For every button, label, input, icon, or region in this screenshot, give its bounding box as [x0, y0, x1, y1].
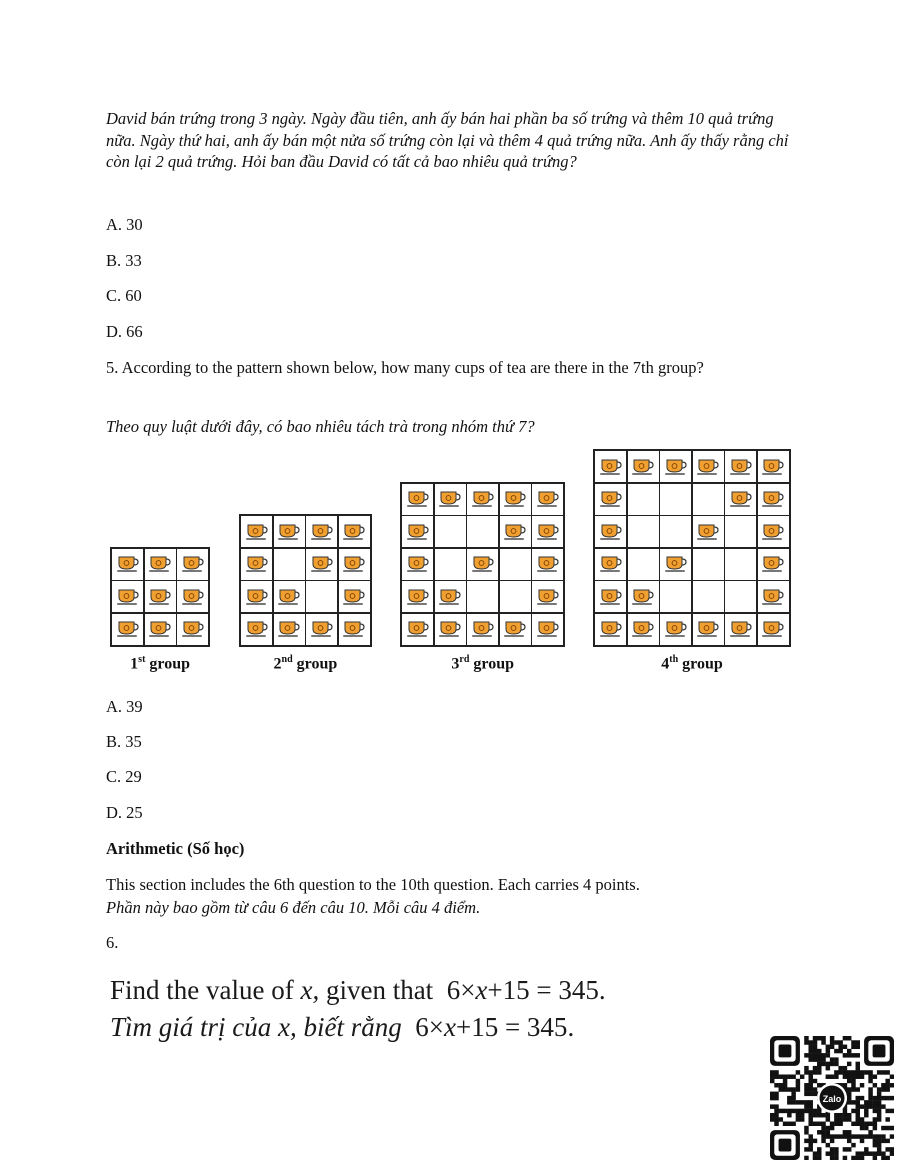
grid-cell: [145, 549, 176, 580]
teacup-icon: [664, 555, 688, 573]
grid-cell: [725, 581, 756, 612]
section-description: This section includes the 6th question to the 10th question. Each carries 4 points.: [106, 875, 640, 894]
group-2-grid: [239, 514, 372, 647]
grid-cell: [112, 581, 143, 612]
q5-option-b: B. 35: [106, 732, 142, 751]
teacup-icon: [310, 523, 334, 541]
grid-cell: [339, 614, 370, 645]
grid-cell: [500, 484, 531, 515]
teacup-icon: [181, 620, 205, 638]
teacup-icon: [342, 555, 366, 573]
teacup-icon: [631, 620, 655, 638]
grid-cell: [435, 614, 466, 645]
q4-option-d: D. 66: [106, 322, 143, 341]
q5-english-text: 5. According to the pattern shown below, how many cups of tea are there in the 7th group?: [106, 358, 704, 377]
grid-cell: [693, 516, 724, 547]
teacup-icon: [729, 620, 753, 638]
q5-option-d: D. 25: [106, 803, 143, 822]
q6-en-variable: x,: [300, 975, 320, 1005]
grid-cell: [339, 516, 370, 547]
q4-vietnamese-text: David bán trứng trong 3 ngày. Ngày đầu tiên, anh ấy bán hai phần ba số trứng và thêm 10 quả trứng nữa. Ngày thứ hai, anh ấy bán một nửa số trứng còn lại và thêm 4 quả trứng nữa. Anh ấy thấy rằng chỉ còn lại 2 quả trứng. Hỏi ban đầu David có tất cả bao nhiêu quả trứng?: [106, 109, 789, 171]
grid-cell: [660, 516, 691, 547]
grid-cell: [500, 516, 531, 547]
grid-cell: [628, 451, 659, 482]
grid-cell: [725, 549, 756, 580]
grid-cell: [112, 549, 143, 580]
teacup-icon: [761, 588, 785, 606]
grid-cell: [339, 549, 370, 580]
teacup-icon: [342, 588, 366, 606]
grid-cell: [693, 484, 724, 515]
group-1: [110, 547, 210, 647]
teacup-icon: [631, 458, 655, 476]
teacup-icon: [181, 588, 205, 606]
teacup-icon: [406, 588, 430, 606]
section-heading: Arithmetic (Số học): [106, 839, 245, 858]
grid-cell: [758, 516, 789, 547]
grid-cell: [274, 516, 305, 547]
teacup-icon: [729, 458, 753, 476]
grid-cell: [628, 484, 659, 515]
teacup-icon: [664, 458, 688, 476]
grid-cell: [725, 516, 756, 547]
group-4: [593, 449, 791, 647]
group-1-grid: [110, 547, 210, 647]
grid-cell: [112, 614, 143, 645]
teacup-icon: [310, 620, 334, 638]
grid-cell: [758, 484, 789, 515]
grid-cell: [177, 581, 208, 612]
grid-cell: [758, 451, 789, 482]
grid-cell: [595, 516, 626, 547]
grid-cell: [758, 581, 789, 612]
grid-cell: [693, 451, 724, 482]
grid-cell: [725, 451, 756, 482]
grid-cell: [725, 614, 756, 645]
group-4-label: 4th group: [661, 654, 723, 673]
teacup-icon: [245, 523, 269, 541]
teacup-icon: [471, 555, 495, 573]
teacup-icon: [761, 458, 785, 476]
teacup-icon: [599, 490, 623, 508]
grid-cell: [532, 614, 563, 645]
teacup-icon: [664, 620, 688, 638]
grid-cell: [532, 484, 563, 515]
grid-cell: [467, 516, 498, 547]
zalo-logo-text: Zalo: [822, 1094, 842, 1104]
teacup-icon: [599, 620, 623, 638]
grid-cell: [693, 614, 724, 645]
teacup-icon: [761, 523, 785, 541]
q4-option-a: A. 30: [106, 215, 143, 234]
grid-cell: [467, 549, 498, 580]
q6-en-suffix: given that: [325, 975, 434, 1005]
q5-option-c: C. 29: [106, 767, 142, 786]
teacup-icon: [729, 490, 753, 508]
teacup-icon: [503, 523, 527, 541]
grid-cell: [274, 614, 305, 645]
grid-cell: [758, 614, 789, 645]
grid-cell: [402, 581, 433, 612]
group-3: [400, 482, 565, 647]
q6-en-prefix: Find the value of: [110, 975, 294, 1005]
grid-cell: [532, 549, 563, 580]
q6-vi-prefix: Tìm giá trị của x, biết rằng: [110, 1012, 402, 1042]
teacup-icon: [696, 523, 720, 541]
grid-cell: [467, 484, 498, 515]
grid-cell: [500, 581, 531, 612]
grid-cell: [693, 549, 724, 580]
section-description-vietnamese: Phần này bao gồm từ câu 6 đến câu 10. Mỗi câu 4 điểm.: [106, 898, 481, 917]
teacup-icon: [631, 588, 655, 606]
teacup-icon: [245, 588, 269, 606]
teacup-icon: [277, 588, 301, 606]
q5-option-a: A. 39: [106, 697, 143, 716]
grid-cell: [402, 549, 433, 580]
teacup-icon: [536, 490, 560, 508]
teacup-icon: [761, 555, 785, 573]
grid-cell: [241, 516, 272, 547]
grid-cell: [435, 581, 466, 612]
teacup-icon: [536, 555, 560, 573]
teacup-icon: [696, 458, 720, 476]
grid-cell: [339, 581, 370, 612]
grid-cell: [628, 549, 659, 580]
grid-cell: [660, 581, 691, 612]
grid-cell: [177, 614, 208, 645]
teacup-icon: [503, 490, 527, 508]
teacup-icon: [536, 620, 560, 638]
grid-cell: [274, 549, 305, 580]
q4-option-b: B. 33: [106, 251, 142, 270]
teacup-icon: [277, 620, 301, 638]
grid-cell: [306, 614, 337, 645]
group-1-label: 1st group: [130, 654, 191, 673]
teacup-icon: [471, 620, 495, 638]
teacup-icon: [181, 555, 205, 573]
teacup-icon: [761, 490, 785, 508]
grid-cell: [435, 549, 466, 580]
grid-cell: [595, 614, 626, 645]
grid-cell: [660, 549, 691, 580]
grid-cell: [435, 484, 466, 515]
teacup-icon: [148, 620, 172, 638]
teacup-icon: [503, 620, 527, 638]
teacup-icon: [438, 588, 462, 606]
grid-cell: [402, 484, 433, 515]
grid-cell: [177, 549, 208, 580]
group-2-label: 2nd group: [273, 654, 338, 673]
grid-cell: [241, 581, 272, 612]
teacup-icon: [148, 588, 172, 606]
teacup-icon: [406, 523, 430, 541]
grid-cell: [660, 484, 691, 515]
teacup-icon: [536, 588, 560, 606]
q6-equation-vi: 6×x+15 = 345: [415, 1012, 568, 1042]
grid-cell: [628, 516, 659, 547]
grid-cell: [628, 614, 659, 645]
teacup-icon: [406, 490, 430, 508]
grid-cell: [145, 581, 176, 612]
teacup-icon: [116, 555, 140, 573]
grid-cell: [725, 484, 756, 515]
group-4-grid: [593, 449, 791, 647]
q6-equation: 6×x+15 = 345: [446, 975, 599, 1005]
grid-cell: [595, 581, 626, 612]
teacup-icon: [599, 588, 623, 606]
grid-cell: [241, 614, 272, 645]
group-3-grid: [400, 482, 565, 647]
teacup-icon: [116, 620, 140, 638]
teacup-icon: [406, 620, 430, 638]
teacup-icon: [342, 523, 366, 541]
grid-cell: [532, 516, 563, 547]
grid-cell: [500, 549, 531, 580]
teacup-icon: [406, 555, 430, 573]
group-3-label: 3rd group: [451, 654, 514, 673]
grid-cell: [402, 516, 433, 547]
q5-vietnamese-text: Theo quy luật dưới đây, có bao nhiêu tách trà trong nhóm thứ 7?: [106, 417, 535, 436]
teacup-icon: [148, 555, 172, 573]
grid-cell: [693, 581, 724, 612]
grid-cell: [306, 581, 337, 612]
teacup-icon: [438, 620, 462, 638]
teacup-icon: [310, 555, 334, 573]
teacup-icon: [245, 555, 269, 573]
grid-cell: [274, 581, 305, 612]
group-2: [239, 514, 372, 647]
grid-cell: [306, 549, 337, 580]
grid-cell: [758, 549, 789, 580]
grid-cell: [306, 516, 337, 547]
teacup-icon: [761, 620, 785, 638]
q6-number: 6.: [106, 933, 119, 952]
grid-cell: [402, 614, 433, 645]
grid-cell: [660, 451, 691, 482]
grid-cell: [435, 516, 466, 547]
teacup-icon: [599, 555, 623, 573]
teacup-icon: [342, 620, 366, 638]
grid-cell: [532, 581, 563, 612]
grid-cell: [595, 451, 626, 482]
grid-cell: [595, 484, 626, 515]
teacup-icon: [277, 523, 301, 541]
teacup-icon: [696, 620, 720, 638]
teacup-icon: [245, 620, 269, 638]
grid-cell: [145, 614, 176, 645]
qr-code-icon: [770, 1036, 894, 1160]
grid-cell: [241, 549, 272, 580]
grid-cell: [467, 614, 498, 645]
teacup-icon: [471, 490, 495, 508]
grid-cell: [595, 549, 626, 580]
teacup-icon: [536, 523, 560, 541]
grid-cell: [628, 581, 659, 612]
teacup-icon: [116, 588, 140, 606]
teacup-icon: [438, 490, 462, 508]
teacup-icon: [599, 458, 623, 476]
teacup-icon: [599, 523, 623, 541]
grid-cell: [660, 614, 691, 645]
q6-english-line: Find the value of x, given that 6×x+15 = 345.: [110, 975, 606, 1005]
q6-vietnamese-line: Tìm giá trị của x, biết rằng 6×x+15 = 345.: [110, 1012, 575, 1042]
q4-option-c: C. 60: [106, 286, 142, 305]
grid-cell: [467, 581, 498, 612]
grid-cell: [500, 614, 531, 645]
